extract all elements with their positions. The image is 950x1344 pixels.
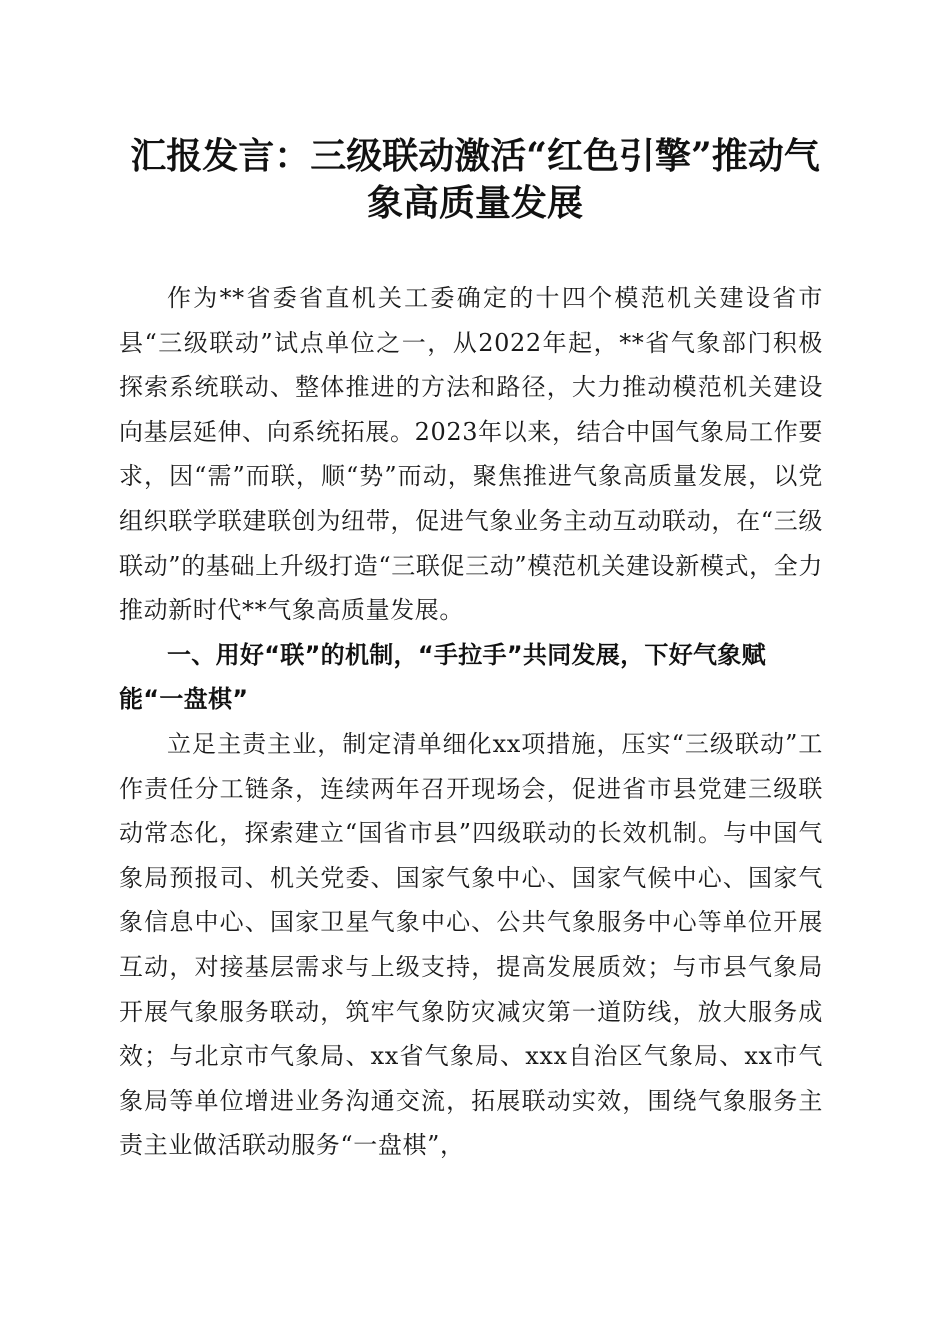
document-title xyxy=(110,133,840,227)
section-1-paragraph: 立足主责主业，制定清单细化xx项措施，压实“三级联动”工作责任分工链条，连续两年召开现场会，促进省市县党建三级联动常态化，探索建立“国省市县”四级联动的长效机制。与中国气象局预报司、机关党委、国家气象中心、国家气候中心、国家气象信息中心、国家卫星气象中心、公共气象服务中心等单位开展互动，对接基层需求与上级支持，提高发展质效；与市县气象局开展气象服务联动，筑牢气象防灾减灾第一道防线，放大服务成效；与北京市气象局、xx省气象局、xxx自治区气象局、xx市气象局等单位增进业务沟通交流，拓展联动实效，围绕气象服务主责主业做活联动服务“一盘棋”， xyxy=(119,729,823,1160)
title-line-2: 象高质量发展 xyxy=(366,182,583,224)
intro-paragraph: 作为**省委省直机关工委确定的十四个模范机关建设省市县“三级联动”试点单位之一，从2022年起，**省气象部门积极探索系统联动、整体推进的方法和路径，大力推动模范机关建设向基层延伸、向系统拓展。2023年以来，结合中国气象局工作要求，因“需”而联，顺“势”而动，聚焦推进气象高质量发展，以党组织联学联建联创为纽带，促进气象业务主动互动联动，在“三级联动”的基础上升级打造“三联促三动”模范机关建设新模式，全力推动新时代**气象高质量发展。 xyxy=(119,284,823,625)
title-line-1: 汇报发言：三级联动激活“红色引擎”推动气 xyxy=(130,135,820,177)
document-body xyxy=(119,276,823,1168)
section-heading-1: 一、用好“联”的机制，“手拉手”共同发展，下好气象赋能“一盘棋” xyxy=(119,640,766,714)
